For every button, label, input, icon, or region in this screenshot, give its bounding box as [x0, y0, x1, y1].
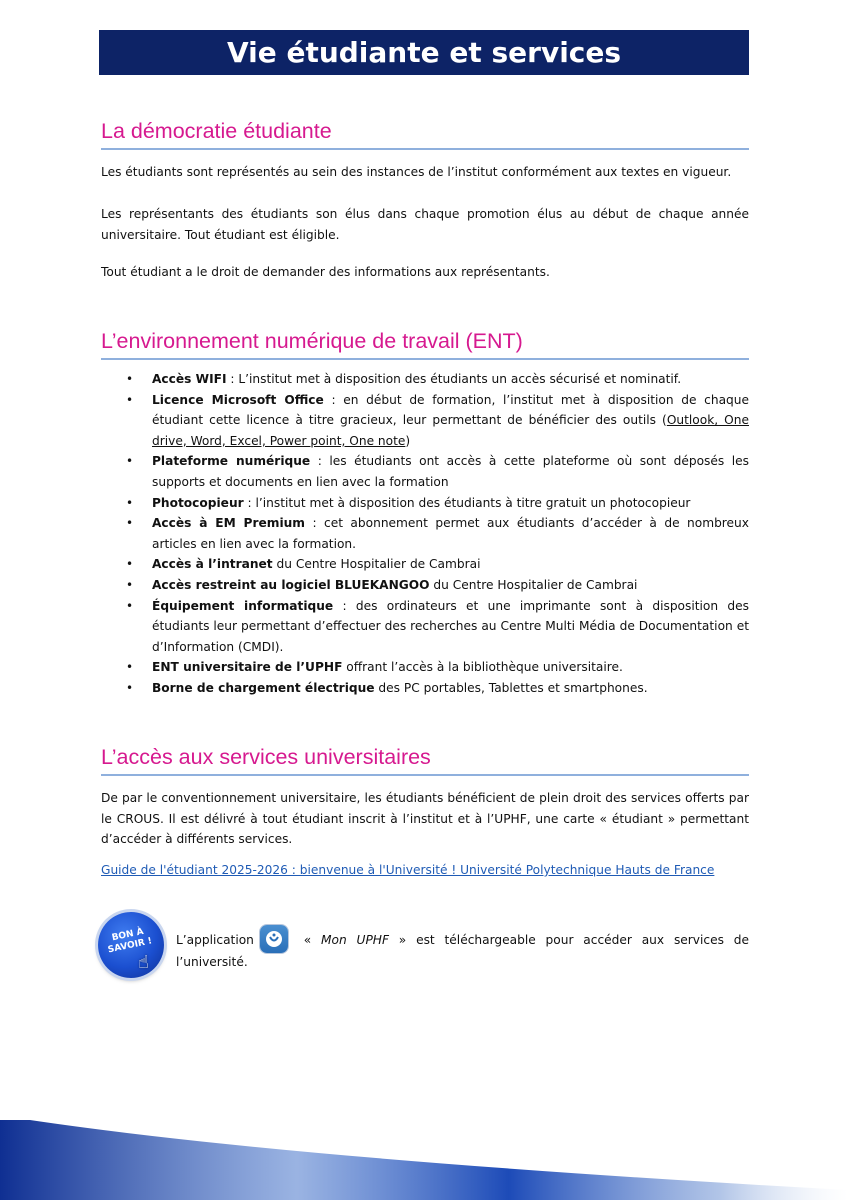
- app-info-text: [176, 925, 749, 972]
- mon-uphf-app-icon[interactable]: [260, 925, 288, 953]
- section-title-services: L’accès aux services universitaires: [101, 744, 749, 776]
- item-text: offrant l’accès à la bibliothèque universitaire.: [342, 660, 623, 675]
- bullet-icon: •: [126, 495, 134, 510]
- bon-a-savoir-badge: [98, 912, 164, 978]
- ent-list: [101, 369, 749, 699]
- page-title: Vie étudiante et services: [226, 36, 622, 69]
- item-label: Accès à l’intranet: [152, 557, 273, 572]
- item-label: Licence Microsoft Office: [152, 392, 324, 407]
- paragraph: Les étudiants sont représentés au sein des instances de l’institut conformément aux textes en vigueur.: [101, 165, 732, 179]
- bullet-icon: •: [126, 598, 134, 613]
- list-item: [101, 678, 749, 699]
- item-label: Photocopieur: [152, 495, 244, 510]
- paragraph: Les représentants des étudiants son élus dans chaque promotion élus au début de chaque année universitaire. Tout étudiant est éligible.: [101, 207, 749, 242]
- app-text-open: «: [293, 933, 322, 947]
- list-item: [101, 575, 749, 596]
- item-text: : l’institut met à disposition des étudiants à titre gratuit un photocopieur: [243, 495, 691, 510]
- item-text: : des ordinateurs et une imprimante sont à disposition des étudiants leur permettant d’effectuer des recherches au Centre Multi Média de Documentation et d’Information (CMDI).: [152, 598, 749, 654]
- item-text: du Centre Hospitalier de Cambrai: [272, 557, 481, 572]
- pointing-hand-icon: ☝: [138, 952, 149, 972]
- student-guide-link[interactable]: Guide de l'étudiant 2025-2026 : bienvenue à l'Université ! Université Polytechnique Hauts de France: [101, 863, 715, 877]
- item-label: Équipement informatique: [152, 598, 334, 613]
- item-text: : cet abonnement permet aux étudiants d’accéder à de nombreux articles en lien avec la formation.: [152, 516, 749, 551]
- list-item: [101, 513, 749, 554]
- item-label: Plateforme numérique: [152, 454, 311, 469]
- bullet-icon: •: [126, 516, 134, 531]
- item-text: ): [405, 433, 411, 448]
- footer-wave-decoration: [0, 1120, 848, 1200]
- section-title-ent: L’environnement numérique de travail (ENT): [101, 328, 749, 360]
- item-text: : L’institut met à disposition des étudiants un accès sécurisé et nominatif.: [226, 372, 682, 386]
- item-label: Accès restreint au logiciel BLUEKANGOO: [152, 577, 430, 592]
- paragraph: De par le conventionnement universitaire, les étudiants bénéficient de plein droit des services offerts par le CROUS. Il est délivré à tout étudiant inscrit à l’institut et à l’UPHF, une carte « étudiant » permettant d’accéder à différents services.: [101, 791, 749, 847]
- bullet-icon: •: [126, 577, 134, 592]
- bullet-icon: •: [126, 372, 134, 386]
- bullet-icon: •: [126, 392, 134, 407]
- app-text-post: » est téléchargeable pour accéder aux services de l’université.: [176, 933, 749, 969]
- list-item: [101, 369, 749, 390]
- item-label: Accès à EM Premium: [152, 516, 305, 531]
- bullet-icon: •: [126, 660, 134, 675]
- item-label: ENT universitaire de l’UPHF: [152, 660, 343, 675]
- item-text: : les étudiants ont accès à cette plateforme où sont déposés les supports et documents en lien avec la formation: [152, 454, 749, 489]
- item-text: du Centre Hospitalier de Cambrai: [429, 577, 638, 592]
- list-item: [101, 554, 749, 575]
- item-text: : en début de formation, l’institut met à disposition de chaque étudiant cette licence à titre gracieux, leur permettant de bénéficier des outils (: [152, 392, 750, 428]
- bullet-icon: •: [126, 557, 134, 572]
- section-title-democratie: La démocratie étudiante: [101, 118, 749, 150]
- bullet-icon: •: [126, 680, 134, 695]
- item-text: des PC portables, Tablettes et smartphones.: [374, 680, 648, 695]
- list-item: [101, 390, 749, 452]
- page-banner: [99, 30, 749, 75]
- paragraph: Tout étudiant a le droit de demander des informations aux représentants.: [101, 265, 550, 279]
- list-item: [101, 657, 749, 678]
- badge-label: BON À SAVOIR !: [107, 926, 153, 956]
- app-text-pre: L’application: [176, 933, 254, 947]
- list-item: [101, 493, 749, 514]
- list-item: [101, 451, 749, 492]
- item-label: Accès WIFI: [152, 372, 227, 386]
- app-name: Mon UPHF: [321, 933, 389, 947]
- list-item: [101, 596, 749, 658]
- office-tools-link[interactable]: Outlook, One drive, Word, Excel, Power point, One note: [152, 413, 749, 448]
- item-label: Borne de chargement électrique: [152, 680, 375, 695]
- bullet-icon: •: [126, 454, 134, 469]
